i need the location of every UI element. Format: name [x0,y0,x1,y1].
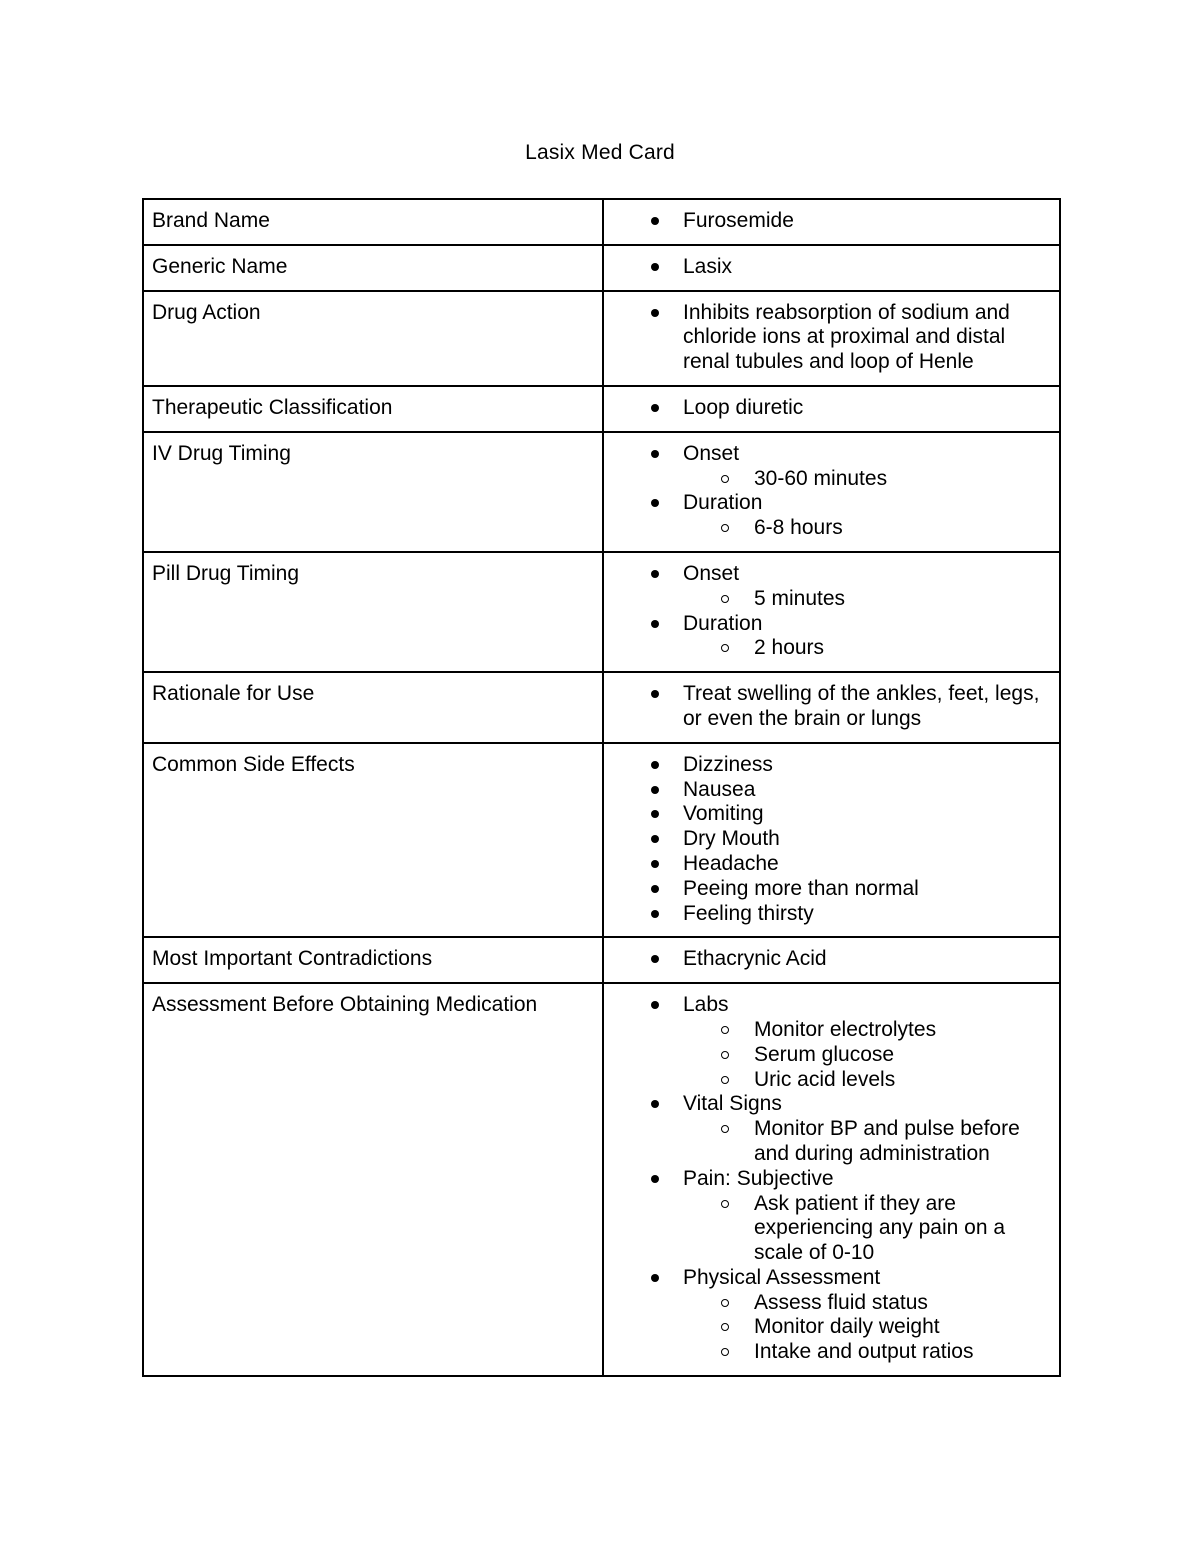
row-label: Brand Name [143,199,603,245]
page-title: Lasix Med Card [525,141,675,164]
list-item [683,902,1051,927]
list-item-text: Inhibits reabsorption of sodium and chloride ions at proximal and distal renal tubules and loop of Henle [683,300,1010,374]
row-value [603,245,1060,291]
sub-list [683,1018,1051,1092]
list-item-text: Vomiting [683,802,764,826]
sub-list [683,636,1051,661]
table-row [143,937,1060,983]
list-item-text: Pain: Subjective [683,1166,834,1190]
row-label: Rationale for Use [143,672,603,743]
list-item [683,778,1051,803]
sub-list-item: Monitor electrolytes [754,1018,1051,1043]
sub-list-item: Assess fluid status [754,1291,1051,1316]
list-item [683,491,1051,541]
table-row [143,672,1060,743]
table-row [143,432,1060,552]
sub-list [683,467,1051,492]
sub-list [683,1192,1051,1266]
row-label: Pill Drug Timing [143,552,603,672]
list-item-text: Vital Signs [683,1092,782,1116]
table-row [143,291,1060,386]
list-item [683,396,1051,421]
sub-list-item: Intake and output ratios [754,1340,1051,1365]
row-value [603,291,1060,386]
bullet-list [604,947,1051,972]
bullet-list [604,682,1051,732]
list-item [683,827,1051,852]
list-item-text: Ethacrynic Acid [683,947,827,971]
table-row [143,245,1060,291]
list-item [683,1167,1051,1266]
list-item-text: Onset [683,561,740,585]
row-value [603,386,1060,432]
sub-list-item: Uric acid levels [754,1068,1051,1093]
list-item-text: Headache [683,851,779,875]
table-row [143,386,1060,432]
row-label: Generic Name [143,245,603,291]
bullet-list [604,301,1051,375]
sub-list [683,1117,1051,1167]
list-item-text: Treat swelling of the ankles, feet, legs, or even the brain or lungs [683,682,1040,730]
list-item-text: Feeling thirsty [683,901,814,925]
sub-list-item: 5 minutes [754,587,1051,612]
list-item [683,852,1051,877]
row-value [603,552,1060,672]
list-item-text: Nausea [683,777,756,801]
sub-list-item: 6-8 hours [754,516,1051,541]
list-item [683,1266,1051,1365]
row-label: IV Drug Timing [143,432,603,552]
table-row [143,199,1060,245]
list-item-text: Duration [683,491,763,515]
row-label: Most Important Contradictions [143,937,603,983]
bullet-list [604,209,1051,234]
list-item-text: Physical Assessment [683,1265,881,1289]
bullet-list [604,562,1051,661]
sub-list [683,516,1051,541]
row-value [603,432,1060,552]
row-value [603,672,1060,743]
bullet-list [604,753,1051,927]
list-item [683,612,1051,662]
row-label: Assessment Before Obtaining Medication [143,983,603,1376]
list-item [683,442,1051,492]
list-item [683,993,1051,1092]
row-label: Drug Action [143,291,603,386]
list-item-text: Dry Mouth [683,827,780,851]
sub-list-item: 30-60 minutes [754,467,1051,492]
list-item [683,562,1051,612]
list-item-text: Duration [683,611,763,635]
sub-list-item: Monitor BP and pulse before and during administration [754,1117,1051,1167]
bullet-list [604,255,1051,280]
list-item [683,301,1051,375]
bullet-list [604,442,1051,541]
list-item-text: Peeing more than normal [683,876,919,900]
table-row [143,743,1060,938]
sub-list-item: Monitor daily weight [754,1315,1051,1340]
table-body [143,199,1060,1376]
row-value [603,743,1060,938]
list-item [683,682,1051,732]
list-item-text: Loop diuretic [683,395,804,419]
sub-list [683,587,1051,612]
table-row [143,552,1060,672]
row-value [603,199,1060,245]
sub-list [683,1291,1051,1365]
sub-list-item: Serum glucose [754,1043,1051,1068]
list-item [683,877,1051,902]
list-item-text: Furosemide [683,209,794,232]
sub-list-item: Ask patient if they are experiencing any pain on a scale of 0-10 [754,1192,1051,1266]
med-card-table [142,198,1061,1377]
list-item [683,209,1051,234]
bullet-list [604,993,1051,1365]
list-item-text: Labs [683,993,729,1017]
list-item-text: Dizziness [683,752,773,776]
list-item [683,802,1051,827]
row-label: Common Side Effects [143,743,603,938]
bullet-list [604,396,1051,421]
sub-list-item: 2 hours [754,636,1051,661]
list-item-text: Lasix [683,254,733,278]
row-label: Therapeutic Classification [143,386,603,432]
list-item [683,753,1051,778]
row-value [603,983,1060,1376]
list-item [683,1092,1051,1166]
list-item [683,255,1051,280]
row-value [603,937,1060,983]
list-item-text: Onset [683,441,740,465]
list-item [683,947,1051,972]
table-row [143,983,1060,1376]
